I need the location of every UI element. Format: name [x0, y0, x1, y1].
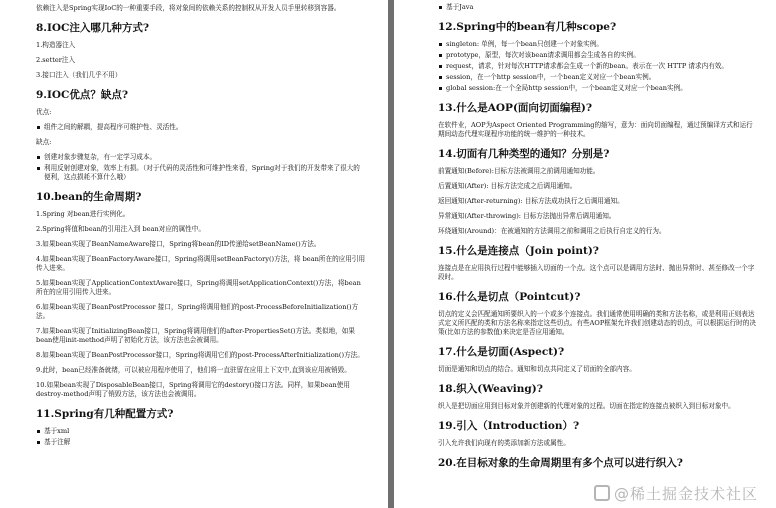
advice-item: 环绕通知(Around)：在被通知的方法调用之前和调用之后执行自定义的行为。: [438, 227, 666, 235]
cons-label: 缺点:: [36, 138, 52, 146]
right-page: [394, 0, 776, 508]
list-item: 创建对象步骤复杂，有一定学习成本。: [36, 153, 366, 162]
q20-heading: 20.在目标对象的生命周期里有多个点可以进行织入?: [438, 457, 683, 469]
scope-list: [438, 40, 756, 93]
list-item: prototype，原型，每次对该bean请求调用都会生成各自的实例。: [438, 51, 756, 60]
pros-label: 优点:: [36, 108, 52, 116]
pros-list: [36, 123, 366, 132]
q17-text: 切面是通知和切点的结合。通知和切点共同定义了切面的全部内容。: [438, 365, 636, 373]
q8-item: 3.接口注入（我们几乎不用）: [36, 71, 122, 79]
list-item: 组件之间的解耦，提高程序可维护性、灵活性。: [36, 123, 366, 132]
juejin-logo-icon: [594, 485, 610, 501]
config-list-cont: [438, 3, 756, 12]
q19-heading: 19.引入（Introduction）?: [438, 420, 580, 432]
lifecycle-step: 6.如果bean实现了BeanPostProcessor 接口，Spring将调用他们的post-ProcessBeforeInitialization()方法。: [36, 303, 359, 320]
lifecycle-step: 8.如果bean实现了BeanPostProcessor接口，Spring将调用它们的post-ProcessAfterInitialization()方法。: [36, 351, 364, 359]
list-item: request，请求，针对每次HTTP请求都会生成一个新的bean。表示在一次 HTTP 请求内有效。: [438, 62, 756, 71]
q15-text: 连接点是在应用执行过程中能够插入切面的一个点。这个点可以是调用方法时、抛出异常时、甚至修改一个字段时。: [438, 264, 755, 281]
advice-item: 前置通知(Before):目标方法被调用之前调用通知功能。: [438, 167, 600, 175]
q19-text: 引入允许我们向现有的类添加新方法或属性。: [438, 439, 570, 447]
watermark-text: @稀土掘金技术社区: [613, 485, 758, 503]
q16-heading: 16.什么是切点（Pointcut)?: [438, 291, 581, 303]
q16-text: 切点的定义会匹配通知所要织入的一个或多个连接点。我们通常使用明确的类和方法名称，或是利用正则表达式定义所匹配的类和方法名称来指定这些切点。有些AOP框架允许我们创建动态的切点，可以根据运行时的决策(比如方法的参数值)来决定是否应用通知。: [438, 310, 756, 336]
lifecycle-step: 2.Spring将值和bean的引用注入到 bean对应的属性中。: [36, 225, 205, 233]
list-item: session，在一个http session中，一个bean定义对应一个bean实例。: [438, 73, 756, 82]
q18-text: 织入是把切面应用到目标对象并创建新的代理对象的过程。切面在指定的连接点被织入到目标对象中。: [438, 402, 735, 410]
q18-heading: 18.织入(Weaving)?: [438, 383, 543, 395]
cons-list: [36, 153, 366, 182]
list-item: 基于注解: [36, 438, 366, 447]
q17-heading: 17.什么是切面(Aspect)?: [438, 346, 565, 358]
lifecycle-step: 3.如果bean实现了BeanNameAware接口，Spring将bean的ID传递给setBeanName()方法。: [36, 240, 321, 248]
q11-heading: 11.Spring有几种配置方式?: [36, 408, 174, 420]
list-item: global session:在一个全局http session中，一个bean定义对应一个bean实例。: [438, 84, 756, 93]
q8-item: 2.setter注入: [36, 56, 76, 64]
q14-heading: 14.切面有几种类型的通知？分别是?: [438, 148, 610, 160]
q10-heading: 10.bean的生命周期?: [36, 191, 142, 203]
lifecycle-step: 1.Spring 对bean进行实例化。: [36, 210, 130, 218]
lifecycle-step: 9.此时，bean已经准备就绪，可以被应用程序使用了，他们将一直驻留在应用上下文中,直到该应用被销毁。: [36, 366, 351, 374]
lifecycle-step: 5.如果bean实现了ApplicationContextAware接口，Spring将调用setApplicationContext()方法，将bean所在的应用引用传入进来。: [36, 279, 361, 296]
q15-heading: 15.什么是连接点（Join point)?: [438, 245, 599, 257]
list-item: 基于Java: [438, 3, 756, 12]
q13-heading: 13.什么是AOP(面向切面编程)?: [438, 102, 593, 114]
lifecycle-step: 7.如果bean实现了InitializingBean接口，Spring将调用他们的after-PropertiesSet()方法。类似地，如果bean使用init-method声明了初始化方法，该方法也会被调用。: [36, 327, 355, 344]
q12-heading: 12.Spring中的bean有几种scope?: [438, 21, 617, 33]
q8-item: 1.构造器注入: [36, 41, 76, 49]
q13-text: 在软件业，AOP为Aspect Oriented Programming的缩写，意为：面向切面编程，通过预编译方式和运行期间动态代理实现程序功能的统一维护的一种技术。: [438, 121, 753, 138]
advice-item: 返回通知(After-returning): 目标方法成功执行之后调用通知。: [438, 197, 624, 205]
watermark: [594, 483, 758, 504]
lifecycle-step: 4.如果bean实现了BeanFactoryAware接口，Spring将调用setBeanFactory()方法，将 bean所在的应用引用传入进来。: [36, 255, 366, 272]
list-item: 基于xml: [36, 427, 366, 436]
q9-heading: 9.IOC优点？缺点?: [36, 89, 129, 101]
lifecycle-step: 10.如果bean实现了DisposableBean接口，Spring将调用它的destory()接口方法。同样，如果bean使用destroy-method声明了销毁方法，该方法也会被调用。: [36, 381, 350, 398]
advice-item: 异常通知(After-throwing): 目标方法抛出异常后调用通知。: [438, 212, 616, 220]
list-item: 利用反射创建对象，效率上有损。（对于代码的灵活性和可维护性来看，Spring对于我们的开发带来了很大的便利，这点损耗不算什么哦）: [36, 164, 366, 182]
config-list: [36, 427, 366, 447]
intro-text: 依赖注入是Spring实现IoC的一种重要手段，将对象间的依赖关系的控制权从开发人员手里转移到容器。: [36, 4, 341, 12]
advice-item: 后置通知(After): 目标方法完成之后调用通知。: [438, 182, 577, 190]
list-item: singleton: 单例，每一个bean只创建一个对象实例。: [438, 40, 756, 49]
q8-heading: 8.IOC注入哪几种方式?: [36, 22, 150, 34]
